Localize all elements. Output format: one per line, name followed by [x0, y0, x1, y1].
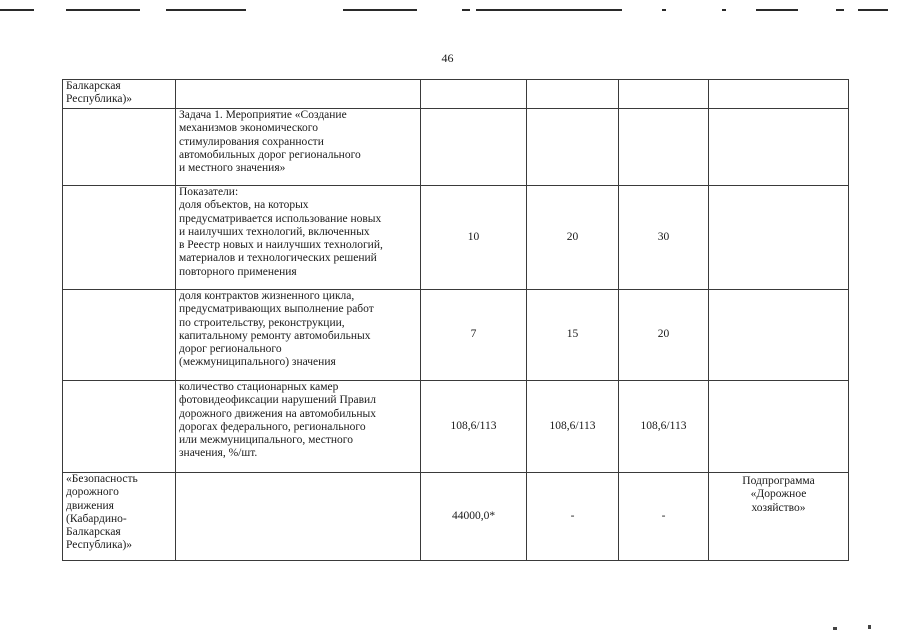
- table-cell-description: [176, 80, 421, 109]
- scan-artifact-line: [858, 9, 888, 11]
- table-cell-note: [709, 186, 849, 290]
- table-cell-value: [527, 186, 619, 290]
- table-cell-value: [619, 186, 709, 290]
- table-row: [63, 109, 849, 186]
- table-cell-description: [176, 186, 421, 290]
- table-row: [63, 473, 849, 561]
- program-indicators-table: [62, 79, 849, 561]
- scan-artifact-line: [462, 9, 470, 11]
- table-cell-description: [176, 290, 421, 381]
- table-cell-name: [63, 80, 176, 109]
- scan-artifact-line: [476, 9, 622, 11]
- table-cell-value: [421, 290, 527, 381]
- cell-value: 30: [657, 230, 670, 243]
- table-cell-value: [619, 381, 709, 473]
- cell-value: 108,6/113: [640, 419, 687, 432]
- table-cell-value: [421, 381, 527, 473]
- cell-text: «Безопасность дорожного движения (Кабардино- Балкарская Республика)»: [66, 473, 138, 552]
- cell-value: -: [661, 509, 666, 522]
- scan-artifact-speck: [833, 627, 837, 630]
- table-cell-value: [421, 186, 527, 290]
- cell-value: 44000,0*: [451, 509, 496, 522]
- scan-artifact-line: [662, 9, 666, 11]
- table-cell-value: [421, 473, 527, 561]
- cell-value: 20: [566, 230, 579, 243]
- cell-value: 20: [657, 328, 670, 341]
- cell-value: 7: [470, 328, 477, 341]
- table-cell-value: [619, 109, 709, 186]
- table-cell-note: [709, 290, 849, 381]
- table-cell-value: [527, 381, 619, 473]
- table-cell-value: [527, 290, 619, 381]
- cell-value: 15: [566, 328, 579, 341]
- scan-artifact-line: [0, 9, 34, 11]
- table-cell-value: [527, 80, 619, 109]
- table-cell-description: [176, 473, 421, 561]
- table-row: [63, 381, 849, 473]
- cell-text: Показатели: доля объектов, на которых предусматривается использование новых и наилучших технологий, включенных в Реестр новых и наилучших технологий, материалов и технологических решений повторного применения: [179, 186, 383, 278]
- table-cell-description: [176, 109, 421, 186]
- table-cell-note: [709, 473, 849, 561]
- table-cell-value: [619, 80, 709, 109]
- table-cell-name: [63, 109, 176, 186]
- cell-value: 108,6/113: [549, 419, 596, 432]
- scan-artifact-line: [66, 9, 140, 11]
- table-cell-name: [63, 290, 176, 381]
- cell-text: Подпрограмма «Дорожное хозяйство»: [742, 475, 815, 514]
- table-cell-value: [421, 109, 527, 186]
- table-cell-value: [421, 80, 527, 109]
- scan-artifact-line: [756, 9, 798, 11]
- scan-artifact-line: [722, 9, 726, 11]
- table-cell-note: [709, 109, 849, 186]
- cell-text: доля контрактов жизненного цикла, предусматривающих выполнение работ по строительству, реконструкции, капитальному ремонту автомобильных дорог регионального (межмуниципального) значения: [179, 290, 374, 369]
- table-row: [63, 80, 849, 109]
- table-cell-note: [709, 381, 849, 473]
- cell-value: 10: [467, 230, 480, 243]
- table-cell-name: [63, 473, 176, 561]
- scan-artifact-line: [343, 9, 417, 11]
- table-cell-name: [63, 186, 176, 290]
- table-cell-description: [176, 381, 421, 473]
- cell-text: Балкарская Республика)»: [66, 80, 133, 106]
- table-cell-name: [63, 381, 176, 473]
- table-row: [63, 186, 849, 290]
- cell-value: -: [570, 509, 575, 522]
- table-cell-value: [527, 473, 619, 561]
- cell-text: количество стационарных камер фотовидеофиксации нарушений Правил дорожного движения на автомобильных дорогах федерального, регионального или межмуниципального, местного значения, %/шт.: [179, 381, 376, 460]
- table-cell-value: [619, 473, 709, 561]
- scan-artifact-line: [166, 9, 246, 11]
- table-row: [63, 290, 849, 381]
- table-cell-note: [709, 80, 849, 109]
- page-number: 46: [441, 51, 454, 65]
- table-cell-value: [527, 109, 619, 186]
- scan-artifact-speck: [868, 625, 871, 629]
- table-cell-value: [619, 290, 709, 381]
- scan-artifact-line: [836, 9, 844, 11]
- cell-text: Задача 1. Мероприятие «Создание механизмов экономического стимулирования сохранности автомобильных дорог регионального и местного значения»: [179, 109, 361, 175]
- cell-value: 108,6/113: [450, 419, 497, 432]
